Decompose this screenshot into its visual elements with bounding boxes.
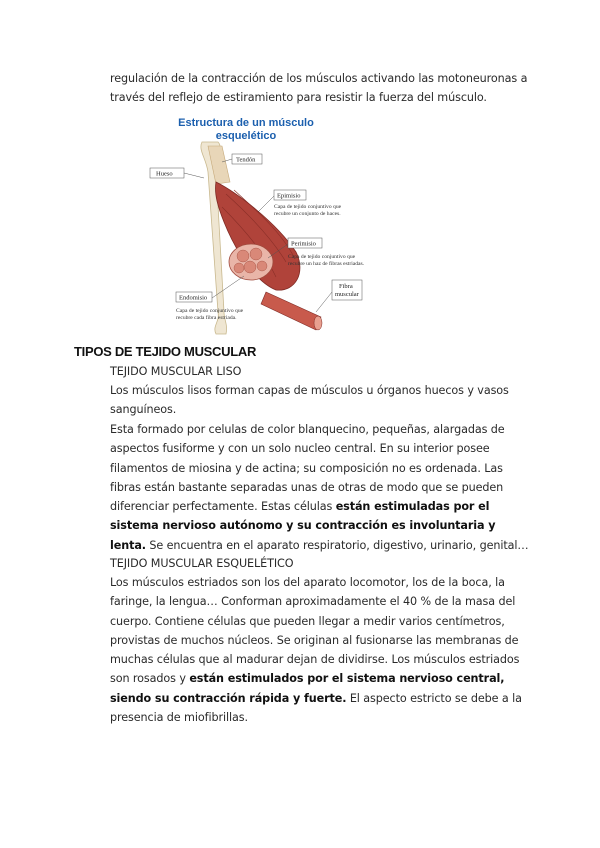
esq-text-b: El aspecto estricto se debe a la presencia de miofibrillas. xyxy=(110,691,522,725)
epimisio-desc-2: recubre un conjunto de haces. xyxy=(274,211,341,217)
muscle-structure-figure xyxy=(146,112,416,342)
esq-text-bold: están estimulados por el sistema nervioso central, siendo su contracción rápida y fuerte. xyxy=(110,672,505,705)
label-epimisio: Epimisio xyxy=(277,192,301,200)
epimisio-desc-1: Capa de tejido conjuntivo que xyxy=(274,204,342,210)
perimisio-desc-2: recubre un haz de fibras estriadas. xyxy=(288,261,365,267)
paragraph-esqueletico xyxy=(110,573,530,727)
label-fibra-2: muscular xyxy=(335,291,359,298)
endomisio-desc-1: Capa de tejido conjuntivo que xyxy=(176,308,244,314)
esq-text-a: Los músculos estriados son los del aparato locomotor, los de la boca, la faringe, la lengua… Conforman aproximadamente el 40 % de la masa del cuerpo. Contiene células que pueden llegar a medir varios centímetros, provistas de muchos núcleos. Se originan al fusionarse las membranas de muchas células que al madurar dejan de dividirse. Los músculos estriados son rosados y xyxy=(110,576,520,686)
figure-title-line1: Estructura de un músculo xyxy=(178,117,314,129)
intro-paragraph: regulación de la contracción de los músculos activando las motoneuronas a través del reflejo de estiramiento para resistir la fuerza del músculo. xyxy=(110,72,528,105)
perimisio-desc-1: Capa de tejido conjuntivo que xyxy=(288,254,356,260)
liso-text-bold: están estimuladas por el sistema nervioso autónomo y su contracción es involuntaria y lenta. xyxy=(110,500,496,552)
label-tendon: Tendón xyxy=(236,156,256,164)
endomisio-desc-2: recubre cada fibra estriada. xyxy=(176,315,237,321)
paragraph-liso-1: Los músculos lisos forman capas de músculos u órganos huecos y vasos sanguíneos. xyxy=(110,384,509,417)
label-perimisio: Perimisio xyxy=(291,240,316,248)
figure-title-line2: esquelético xyxy=(215,130,277,142)
liso-text-a: Esta formado por celulas de color blanquecino, pequeñas, alargadas de aspectos fusiforme y con un solo nucleo central. En su interior posee filamentos de miosina y de actina; su composición no es ordenada. Las fibras están bastante separadas unas de otras de modo que se pueden diferenciar perfectamente. Estas células xyxy=(110,423,505,514)
paragraph-liso-2 xyxy=(110,420,530,555)
fiber-end xyxy=(314,316,322,330)
heading-liso: TEJIDO MUSCULAR LISO xyxy=(110,365,242,378)
liso-text-b: Se encuentra en el aparato respiratorio, digestivo, urinario, genital… xyxy=(145,538,529,552)
label-endomisio: Endomisio xyxy=(179,294,208,302)
section-title: TIPOS DE TEJIDO MUSCULAR xyxy=(74,344,257,359)
label-fibra-1: Fibra xyxy=(339,283,353,290)
heading-esqueletico: TEJIDO MUSCULAR ESQUELÉTICO xyxy=(110,557,294,570)
label-hueso: Hueso xyxy=(156,170,173,178)
